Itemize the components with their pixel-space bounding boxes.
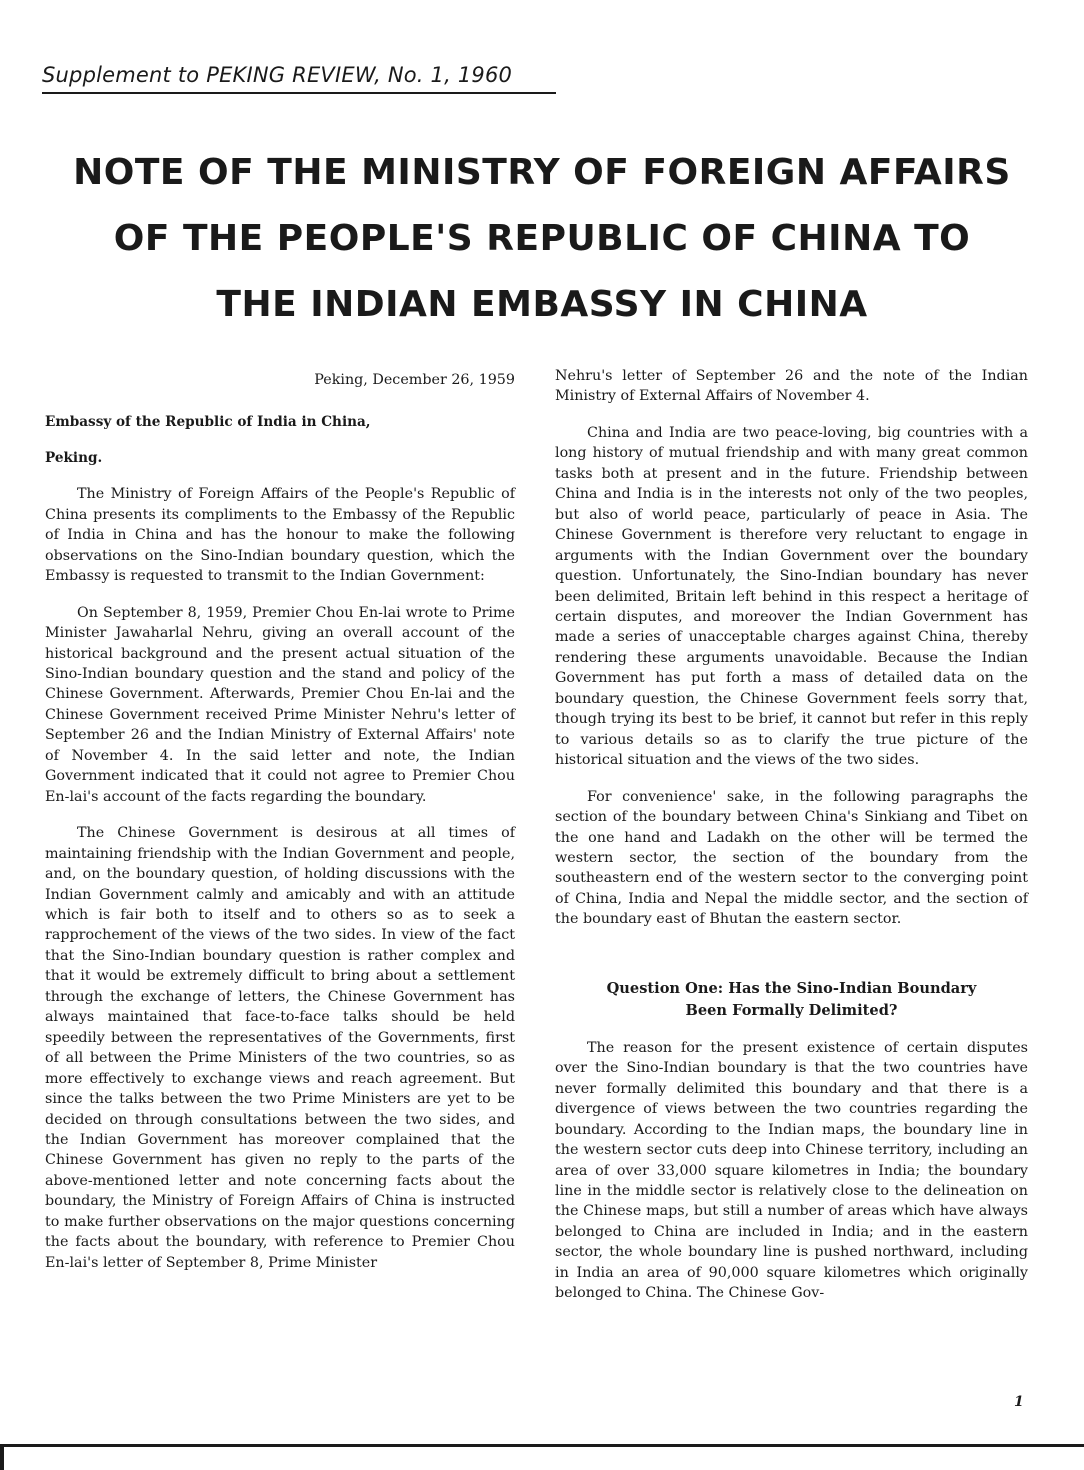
dateline: Peking, December 26, 1959 [314, 372, 515, 388]
document-title [0, 140, 1084, 338]
left-column [45, 366, 515, 1289]
addressee-city: Peking. [45, 449, 103, 466]
bottom-corner-mark [0, 1444, 4, 1470]
title-line-2: OF THE PEOPLE'S REPUBLIC OF CHINA TO [113, 218, 971, 259]
body-paragraph: The Ministry of Foreign Affairs of the People's Republic of China presents its compliments to the Embassy of the Republic of India in China and has the honour to make the following observations on the Sino-Indian boundary question, which the Embassy is requested to transmit to the Indian Government: [45, 486, 515, 585]
page-number: 1 [1014, 1394, 1024, 1410]
supplement-header: Supplement to PEKING REVIEW, No. 1, 1960 [42, 63, 513, 87]
header-underline [42, 92, 556, 94]
section-heading-line-2: Been Formally Delimited? [685, 1001, 898, 1019]
addressee: Embassy of the Republic of India in China, [45, 414, 371, 431]
body-paragraph: China and India are two peace-loving, big countries with a long history of mutual friendship and with many great common tasks both at present and in the future. Friendship between China and India is in the interests not only of the two peoples, but also of world peace, particularly of peace in Asia. The Chinese Government is therefore very reluctant to engage in arguments with the Indian Government over the boundary question. Unfortunately, the Sino-Indian boundary has never been delimited, Britain left behind in this respect a heritage of certain disputes, and moreover the Indian Government has made a series of unacceptable charges against China, thereby rendering these arguments unavoidable. Because the Indian Government has put forth a mass of detailed data on the boundary question, the Chinese Government feels sorry that, though trying its best to be brief, it cannot but refer in this reply to various details so as to clarify the true picture of the historical situation and the views of the two sides. [555, 424, 1028, 769]
right-column [555, 366, 1028, 1320]
title-line-1: NOTE OF THE MINISTRY OF FOREIGN AFFAIRS [73, 152, 1011, 193]
section-heading [555, 978, 1028, 1022]
body-paragraph: For convenience' sake, in the following paragraphs the section of the boundary between China's Sinkiang and Tibet on the one hand and Ladakh on the other will be termed the western sector, the section of the boundary from the southeastern end of the western sector to the converging point of China, India and Nepal the middle sector, and the section of the boundary east of Bhutan the eastern sector. [555, 788, 1028, 928]
section-heading-line-1: Question One: Has the Sino-Indian Boundary [606, 979, 977, 997]
body-paragraph: The reason for the present existence of certain disputes over the Sino-Indian boundary is that the two countries have never formally delimited this boundary and that there is a divergence of views between the two countries regarding the boundary. According to the Indian maps, the boundary line in the western sector cuts deep into Chinese territory, including an area of over 33,000 square kilometres in India; the boundary line in the middle sector is relatively close to the delineation on the Chinese maps, but still a number of areas which have always belonged to China are included in India; and in the eastern sector, the whole boundary line is pushed northward, including in India an area of 90,000 square kilometres which originally belonged to China. The Chinese Gov- [555, 1039, 1028, 1302]
title-line-3: THE INDIAN EMBASSY IN CHINA [216, 284, 868, 325]
body-paragraph-continued: Nehru's letter of September 26 and the note of the Indian Ministry of External Affairs of November 4. [555, 368, 1028, 405]
body-paragraph: On September 8, 1959, Premier Chou En-lai wrote to Prime Minister Jawaharlal Nehru, giving an overall account of the historical background and the present actual situation of the Sino-Indian boundary question and the stand and policy of the Chinese Government. Afterwards, Premier Chou En-lai and the Chinese Government received Prime Minister Nehru's letter of September 26 and the Indian Ministry of External Affairs' note of November 4. In the said letter and note, the Indian Government indicated that it could not agree to Premier Chou En-lai's account of the facts regarding the boundary. [45, 604, 515, 805]
bottom-rule [0, 1444, 1084, 1447]
body-paragraph: The Chinese Government is desirous at all times of maintaining friendship with the Indian Government and people, and, on the boundary question, of holding discussions with the Indian Government calmly and amicably and with an attitude which is fair both to itself and to others so as to seek a rapprochement of the views of the two sides. In view of the fact that the Sino-Indian boundary question is rather complex and that it would be extremely difficult to bring about a settlement through the exchange of letters, the Chinese Government has always maintained that face-to-face talks should be held speedily between the representatives of the Governments, first of all between the Prime Ministers of the two countries, so as more effectively to exchange views and reach agreement. But since the talks between the two Prime Ministers are yet to be decided on through consultations between the two sides, and the Indian Government has moreover complained that the Chinese Government has given no reply to the parts of the above-mentioned letter and note concerning facts about the boundary, the Ministry of Foreign Affairs of China is instructed to make further observations on the major questions concerning the facts about the boundary, with reference to Premier Chou En-lai's letter of September 8, Prime Minister [45, 825, 515, 1271]
